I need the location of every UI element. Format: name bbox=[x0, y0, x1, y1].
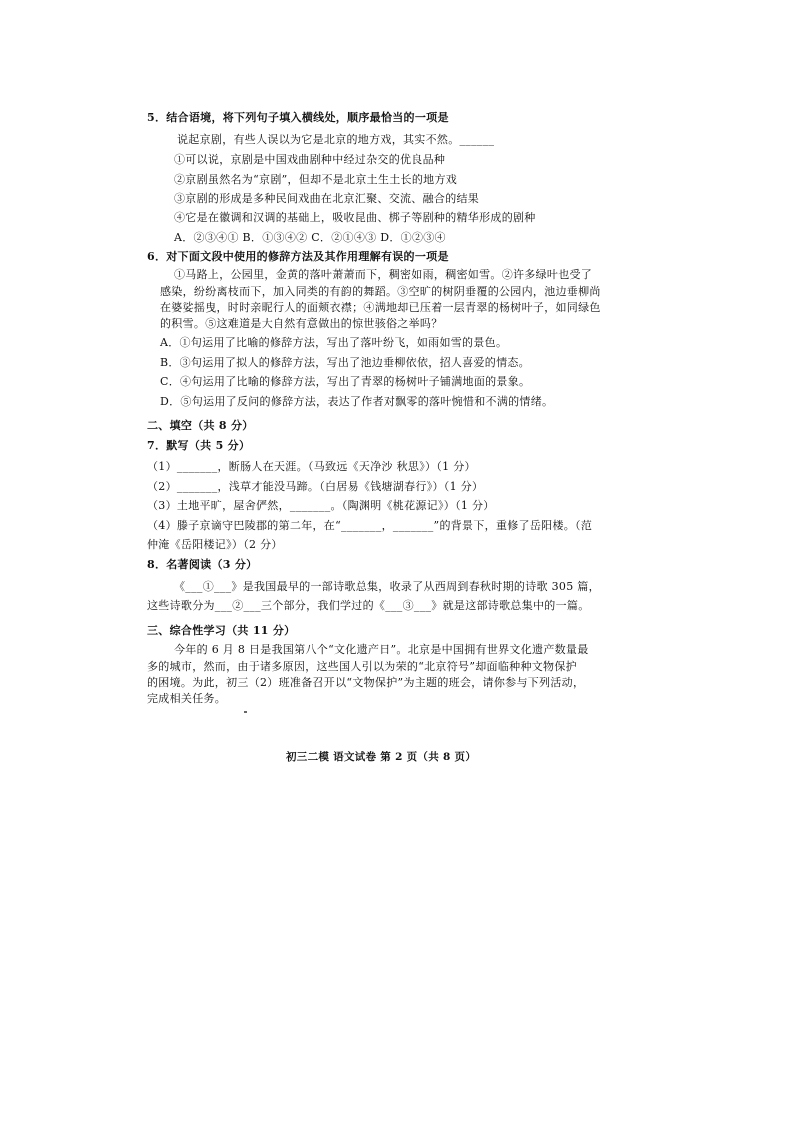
q6-passage-line-4: 的积雪。⑤这难道是大自然有意做出的惊世骇俗之举吗？ bbox=[160, 317, 443, 330]
q8-line-1: 《___①___》是我国最早的一部诗歌总集，收录了从西周到春秋时期的诗歌 305 篇， bbox=[174, 580, 600, 593]
q5-stem: 5．结合语境，将下列句子填入横线处，顺序最恰当的一项是 bbox=[147, 111, 449, 124]
q5-sentence-3: ③京剧的形成是多种民间戏曲在北京汇聚、交流、融合的结果 bbox=[174, 192, 480, 205]
page-footer: 初三二模 语文试卷 第 2 页（共 8 页） bbox=[286, 751, 477, 763]
q7-title: 7．默写（共 5 分） bbox=[147, 439, 251, 452]
q5-sentence-2: ②京剧虽然名为“京剧”，但却不是北京土生土长的地方戏 bbox=[174, 173, 458, 186]
q6-passage-line-3: 在婆娑摇曳，时时亲昵行人的面颊衣襟；④满地却已压着一层青翠的杨树叶子，如同绿色 bbox=[160, 301, 601, 314]
q6-option-d: D．⑤句运用了反问的修辞方法，表达了作者对飘零的落叶惋惜和不满的情绪。 bbox=[160, 395, 554, 408]
section-3-line-2: 多的城市，然而，由于诸多原因，这些国人引以为荣的“北京符号”却面临种种文物保护 bbox=[147, 660, 577, 673]
q5-passage: 说起京剧，有些人误以为它是北京的地方戏，其实不然。______ bbox=[177, 133, 495, 146]
q6-option-c: C．④句运用了比喻的修辞方法，写出了青翠的杨树叶子铺满地面的景象。 bbox=[160, 375, 531, 388]
section-2-title: 二、填空（共 8 分） bbox=[147, 419, 254, 432]
q6-option-b: B．③句运用了拟人的修辞方法，写出了池边垂柳依依，招人喜爱的情态。 bbox=[160, 356, 530, 369]
q5-options: A．②③④① B．①③④② C．②①④③ D．①②③④ bbox=[174, 231, 446, 244]
q7-item-2: （2）_______，浅草才能没马蹄。（白居易《钱塘湖春行》）（1 分） bbox=[147, 480, 484, 493]
q7-item-1: （1）_______，断肠人在天涯。（马致远《天净沙 秋思》）（1 分） bbox=[147, 460, 476, 473]
q7-item-3: （3）土地平旷，屋舍俨然，_______。（陶渊明《桃花源记》）（1 分） bbox=[147, 499, 495, 512]
q8-line-2: 这些诗歌分为___②___三个部分，我们学过的《___③___》就是这部诗歌总集中的一篇。 bbox=[147, 599, 590, 612]
q5-sentence-1: ①可以说，京剧是中国戏曲剧种中经过杂交的优良品种 bbox=[174, 153, 446, 166]
q7-item-4-cont: 仲淹《岳阳楼记》）（2 分） bbox=[147, 538, 283, 551]
section-3-line-3: 的困境。为此，初三（2）班准备召开以“文物保护”为主题的班会，请你参与下列活动， bbox=[147, 676, 585, 689]
scan-speck bbox=[244, 711, 247, 713]
q6-passage-line-2: 感染，纷纷离枝而下，加入同类的有韵的舞蹈。③空旷的树阴垂覆的公园内，池边垂柳尚 bbox=[160, 285, 601, 298]
section-3-line-4: 完成相关任务。 bbox=[147, 692, 227, 705]
q6-passage-line-1: ①马路上，公园里，金黄的落叶萧萧而下，稠密如雨，稠密如雪。②许多绿叶也受了 bbox=[174, 268, 593, 281]
q7-item-4: （4）滕子京谪守巴陵郡的第二年，在“_______，_______”的背景下，重修了岳阳楼。（范 bbox=[147, 519, 593, 532]
section-3-title: 三、综合性学习（共 11 分） bbox=[147, 624, 296, 637]
q8-title: 8．名著阅读（3 分） bbox=[147, 558, 258, 571]
section-3-line-1: 今年的 6 月 8 日是我国第八个“文化遗产日”。北京是中国拥有世界文化遗产数量最 bbox=[174, 643, 589, 656]
q6-stem: 6．对下面文段中使用的修辞方法及其作用理解有误的一项是 bbox=[147, 250, 449, 263]
q5-sentence-4: ④它是在徽调和汉调的基础上，吸收昆曲、梆子等剧种的精华形成的剧种 bbox=[174, 211, 536, 224]
q6-option-a: A．①句运用了比喻的修辞方法，写出了落叶纷飞，如雨如雪的景色。 bbox=[160, 336, 508, 349]
